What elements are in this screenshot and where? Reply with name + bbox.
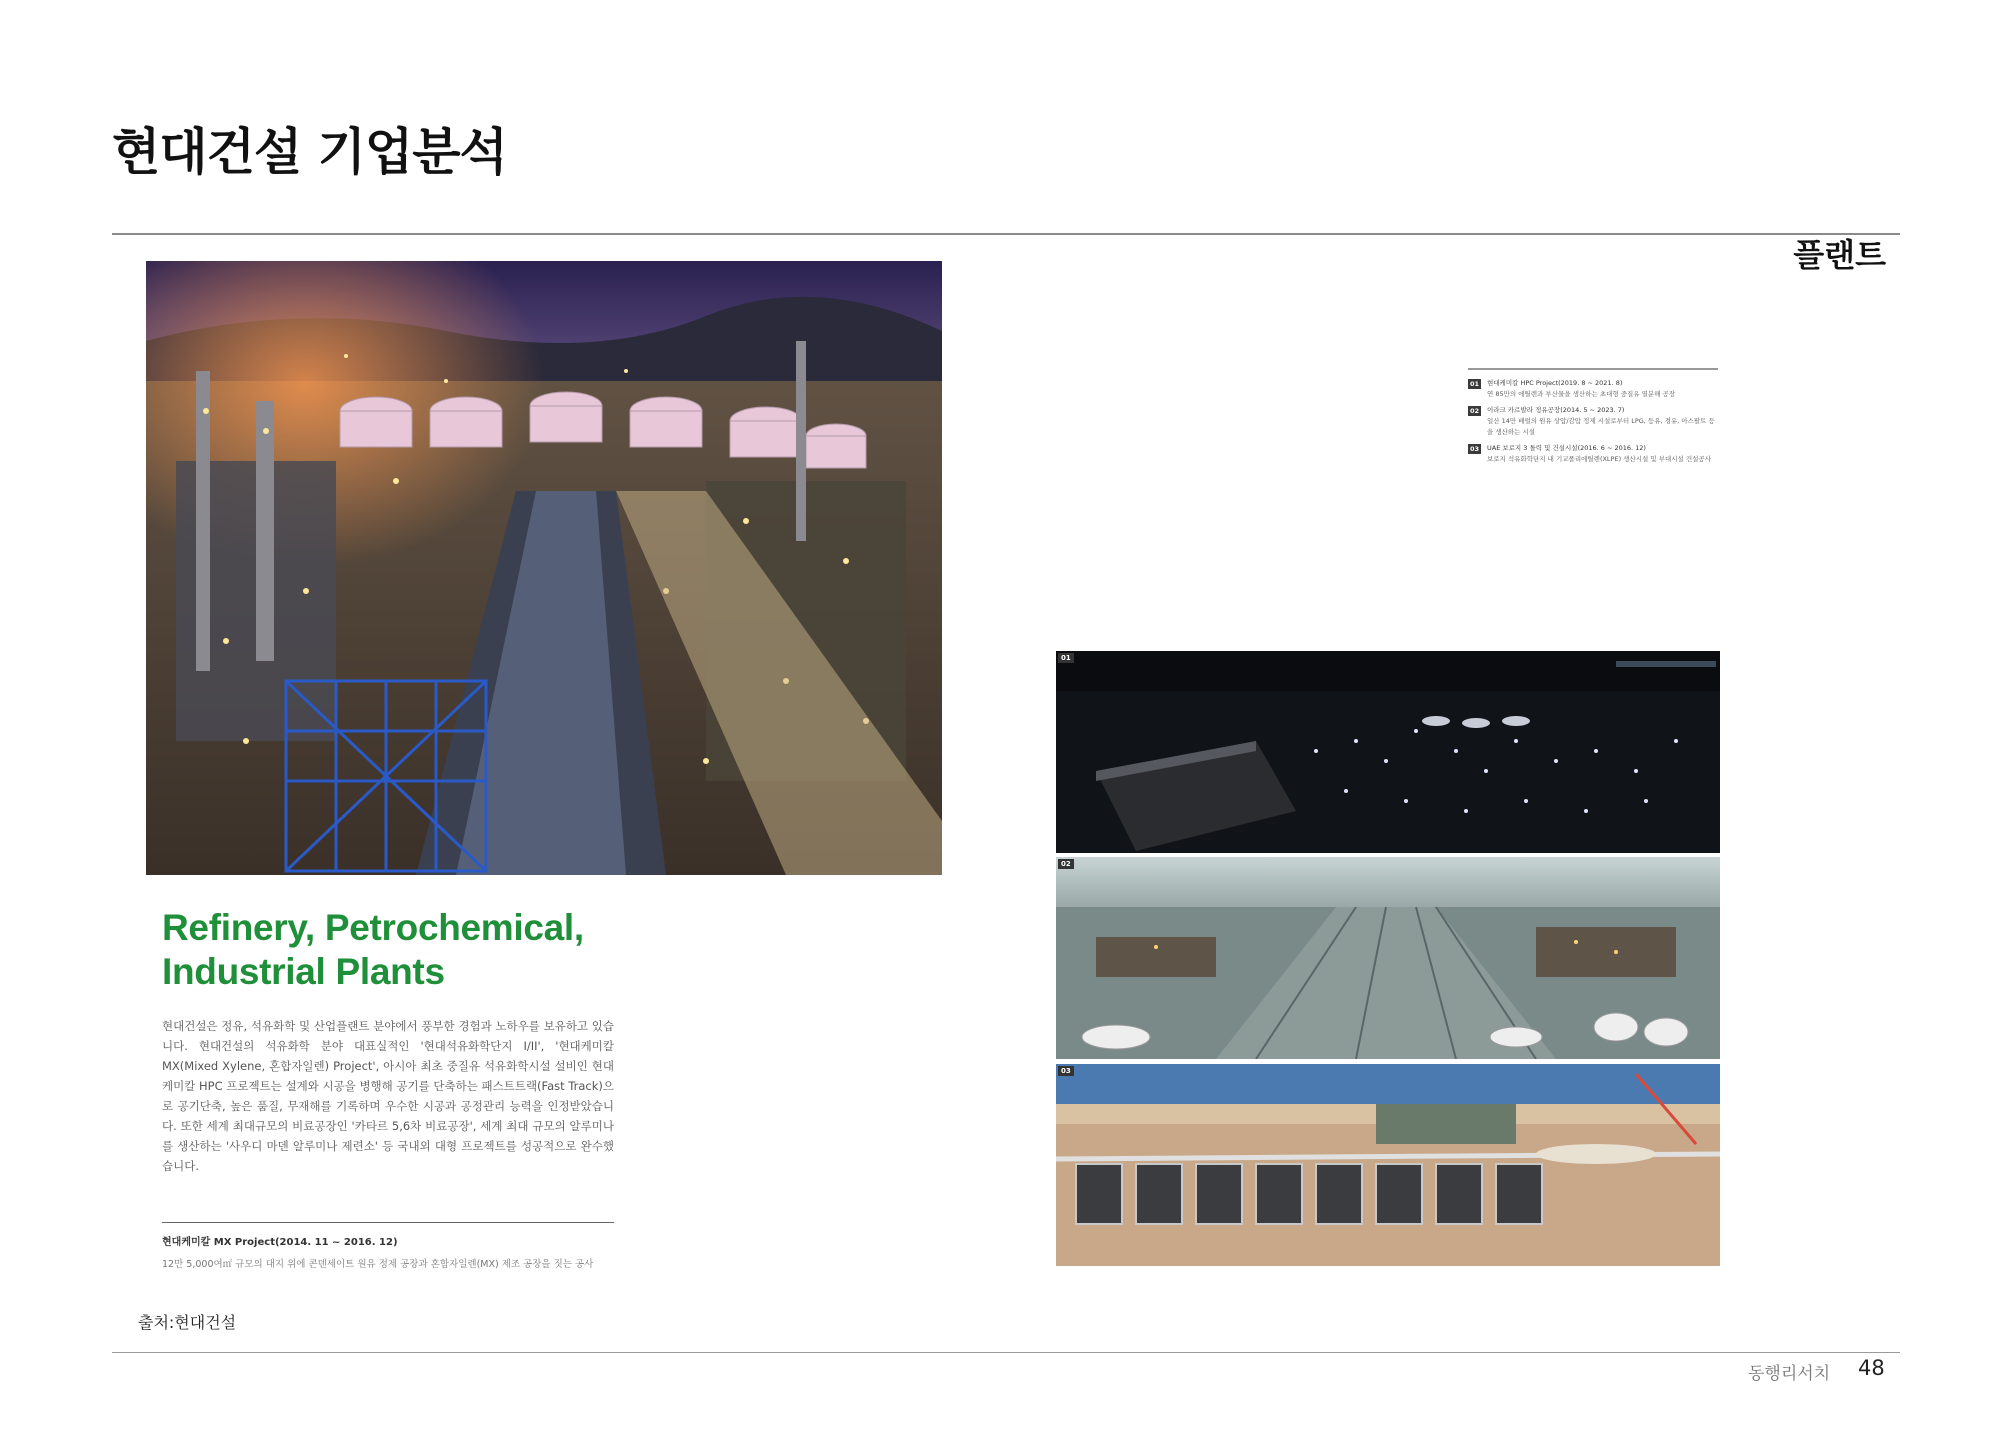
legend-number: 02 [1469,407,1480,415]
legend-number: 01 [1469,380,1480,388]
photo-tag: 02 [1058,859,1074,869]
headline-line-1: Refinery, Petrochemical, [162,907,584,948]
article-body: 현대건설은 정유, 석유화학 및 산업플랜트 분야에서 풍부한 경험과 노하우를 보유하고 있습니다. 현대건설의 석유화학 분야 대표실적인 '현대석유화학단지 I/II', '현대케미칼 MX(Mixed Xylene, 혼합자일렌) Project', 아시아 최초 중질유 석유화학시설 설비인 현대케미칼 HPC 프로젝트는 설계와 시공을 병행해 공기를 단축하는 패스트트랙(Fast Track)으로 공기단축, 높은 품질, 무재해를 기록하며 우수한 시공과 공정관리 능력을 인정받았습니다. 또한 세계 최대규모의 비료공장인 '카타르 5,6차 비료공장', 세계 최대 규모의 알루미나를 생산하는 '사우디 마덴 알루미나 제련소' 등 국내외 대형 프로젝트를 성공적으로 완수했습니다. [162,1019,614,1173]
page-number: 48 [1858,1356,1885,1380]
legend-item [1468,443,1718,465]
headline-line-2: Industrial Plants [162,951,445,992]
plant-photo-03 [1056,1064,1720,1266]
legend-desc: 연 85만의 에틸렌과 부산물을 생산하는 초대형 중질유 열분해 공장 [1487,390,1676,398]
legend-item [1468,405,1718,438]
plant-photo-02 [1056,857,1720,1059]
legend-desc: 일산 14만 배럴의 원유 상압/감압 정제 시설로부터 LPG, 등유, 경유, 아스팔트 등을 생산하는 시설 [1487,417,1715,436]
legend-number: 03 [1469,445,1480,453]
top-divider [112,233,1900,235]
legend-desc: 보로지 석유화학단지 내 기교폴리에틸렌(XLPE) 생산시설 및 부대시설 건설공사 [1487,455,1712,463]
caption-divider [162,1222,614,1223]
legend-divider [1468,368,1718,370]
photo-tag: 03 [1058,1066,1074,1076]
legend-item [1468,378,1718,400]
refinery-night-photo [146,261,942,875]
article-headline [162,906,682,994]
footer-brand: 동행리서치 [1748,1364,1831,1384]
legend-title: 이라크 카르발라 정유공장(2014. 5 ~ 2023. 7) [1487,406,1625,414]
legend-title: UAE 보로지 3 돌력 및 건설시설(2016. 6 ~ 2016. 12) [1487,444,1646,452]
legend-title: 현대케미칼 HPC Project(2019. 8 ~ 2021. 8) [1487,379,1623,387]
plant-photo-01 [1056,651,1720,853]
report-title: 현대건설 기업분석 [112,123,507,181]
projects-legend [1468,368,1718,470]
section-label: 플랜트 [1793,236,1886,274]
caption-title: 현대케미칼 MX Project(2014. 11 ~ 2016. 12) [162,1237,398,1248]
source-note: 출처:현대건설 [138,1313,237,1332]
footer-divider [112,1352,1900,1353]
photo-tag: 01 [1058,653,1074,663]
caption-description: 12만 5,000여㎡ 규모의 대지 위에 콘덴세이트 원유 정제 공장과 혼합자일렌(MX) 제조 공장을 짓는 공사 [162,1259,594,1270]
